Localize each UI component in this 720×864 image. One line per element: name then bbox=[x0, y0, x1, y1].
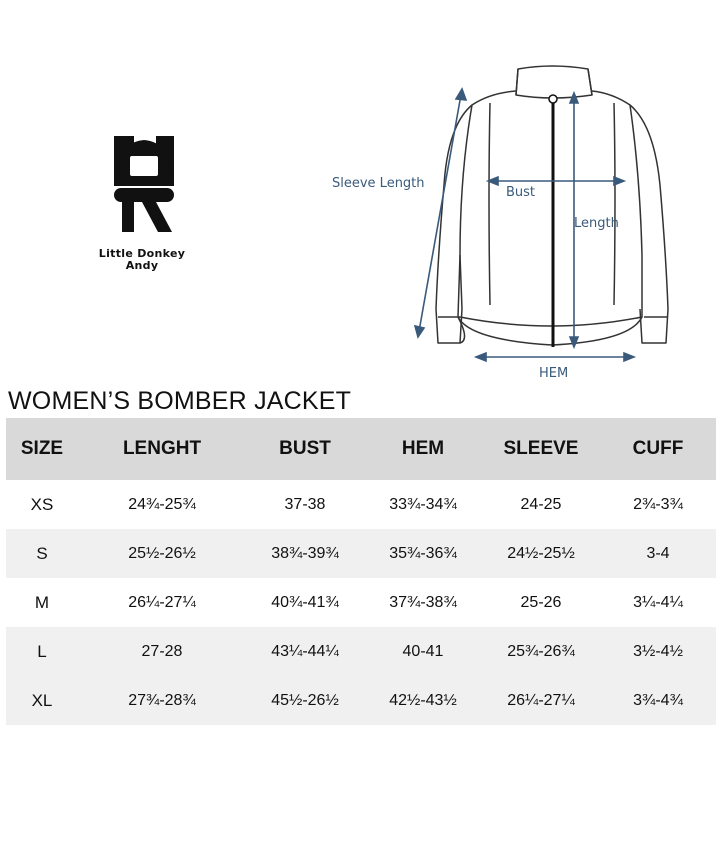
chart-title: WOMEN’S BOMBER JACKET bbox=[8, 387, 352, 415]
cell-sleeve: 24-25 bbox=[520, 495, 562, 513]
hem-label: HEM bbox=[539, 366, 569, 381]
cell-hem: 40-41 bbox=[402, 642, 444, 660]
cell-bust: 43¼-44¼ bbox=[271, 642, 339, 660]
cell-length: 25½-26½ bbox=[128, 544, 196, 562]
cell-cuff: 3-4 bbox=[646, 544, 670, 562]
table-row bbox=[6, 529, 716, 578]
brand-logo bbox=[92, 130, 192, 280]
cell-length: 27-28 bbox=[141, 642, 183, 660]
length-label: Length bbox=[574, 216, 619, 231]
header-sleeve: SLEEVE bbox=[503, 438, 579, 459]
size-chart-table bbox=[6, 418, 716, 725]
sleeve-length-label: Sleeve Length bbox=[332, 176, 425, 191]
cell-hem: 33¾-34¾ bbox=[389, 495, 457, 513]
table-row bbox=[6, 578, 716, 627]
header-bust: BUST bbox=[279, 438, 331, 459]
jacket-measurement-diagram bbox=[320, 55, 720, 385]
header-cuff: CUFF bbox=[632, 438, 684, 459]
header-size: SIZE bbox=[20, 438, 64, 459]
cell-hem: 37¾-38¾ bbox=[389, 593, 457, 611]
cell-size: XL bbox=[31, 690, 53, 710]
brand-line-1: Little Donkey bbox=[98, 247, 186, 260]
cell-length: 26¼-27¼ bbox=[128, 593, 196, 611]
cell-bust: 40¾-41¾ bbox=[271, 593, 339, 611]
table-row bbox=[6, 627, 716, 676]
cell-hem: 35¾-36¾ bbox=[389, 544, 457, 562]
cell-sleeve: 26¼-27¼ bbox=[507, 691, 575, 709]
cell-cuff: 3½-4½ bbox=[633, 642, 683, 660]
cell-bust: 38¾-39¾ bbox=[271, 544, 339, 562]
jacket-outline-icon bbox=[320, 55, 720, 385]
cell-cuff: 3¾-4¾ bbox=[633, 691, 683, 709]
header-hem: HEM bbox=[401, 438, 445, 459]
cell-size: L bbox=[37, 641, 47, 661]
donkey-logo-icon bbox=[112, 130, 176, 242]
brand-name bbox=[92, 248, 192, 272]
cell-size: S bbox=[36, 543, 48, 563]
cell-size: XS bbox=[30, 494, 54, 514]
cell-length: 27¾-28¾ bbox=[128, 691, 196, 709]
cell-size: M bbox=[34, 592, 50, 612]
cell-sleeve: 24½-25½ bbox=[507, 544, 575, 562]
cell-hem: 42½-43½ bbox=[389, 691, 457, 709]
table-row bbox=[6, 676, 716, 725]
cell-cuff: 2¾-3¾ bbox=[633, 495, 683, 513]
header-length: LENGHT bbox=[122, 438, 202, 459]
brand-line-2: Andy bbox=[125, 259, 159, 272]
cell-sleeve: 25¾-26¾ bbox=[507, 642, 575, 660]
cell-length: 24¾-25¾ bbox=[128, 495, 196, 513]
table-header-row bbox=[6, 418, 716, 480]
cell-cuff: 3¼-4¼ bbox=[633, 593, 683, 611]
cell-sleeve: 25-26 bbox=[520, 593, 562, 611]
cell-bust: 45½-26½ bbox=[271, 691, 339, 709]
table-row bbox=[6, 480, 716, 529]
bust-label: Bust bbox=[506, 185, 536, 200]
cell-bust: 37-38 bbox=[284, 495, 326, 513]
